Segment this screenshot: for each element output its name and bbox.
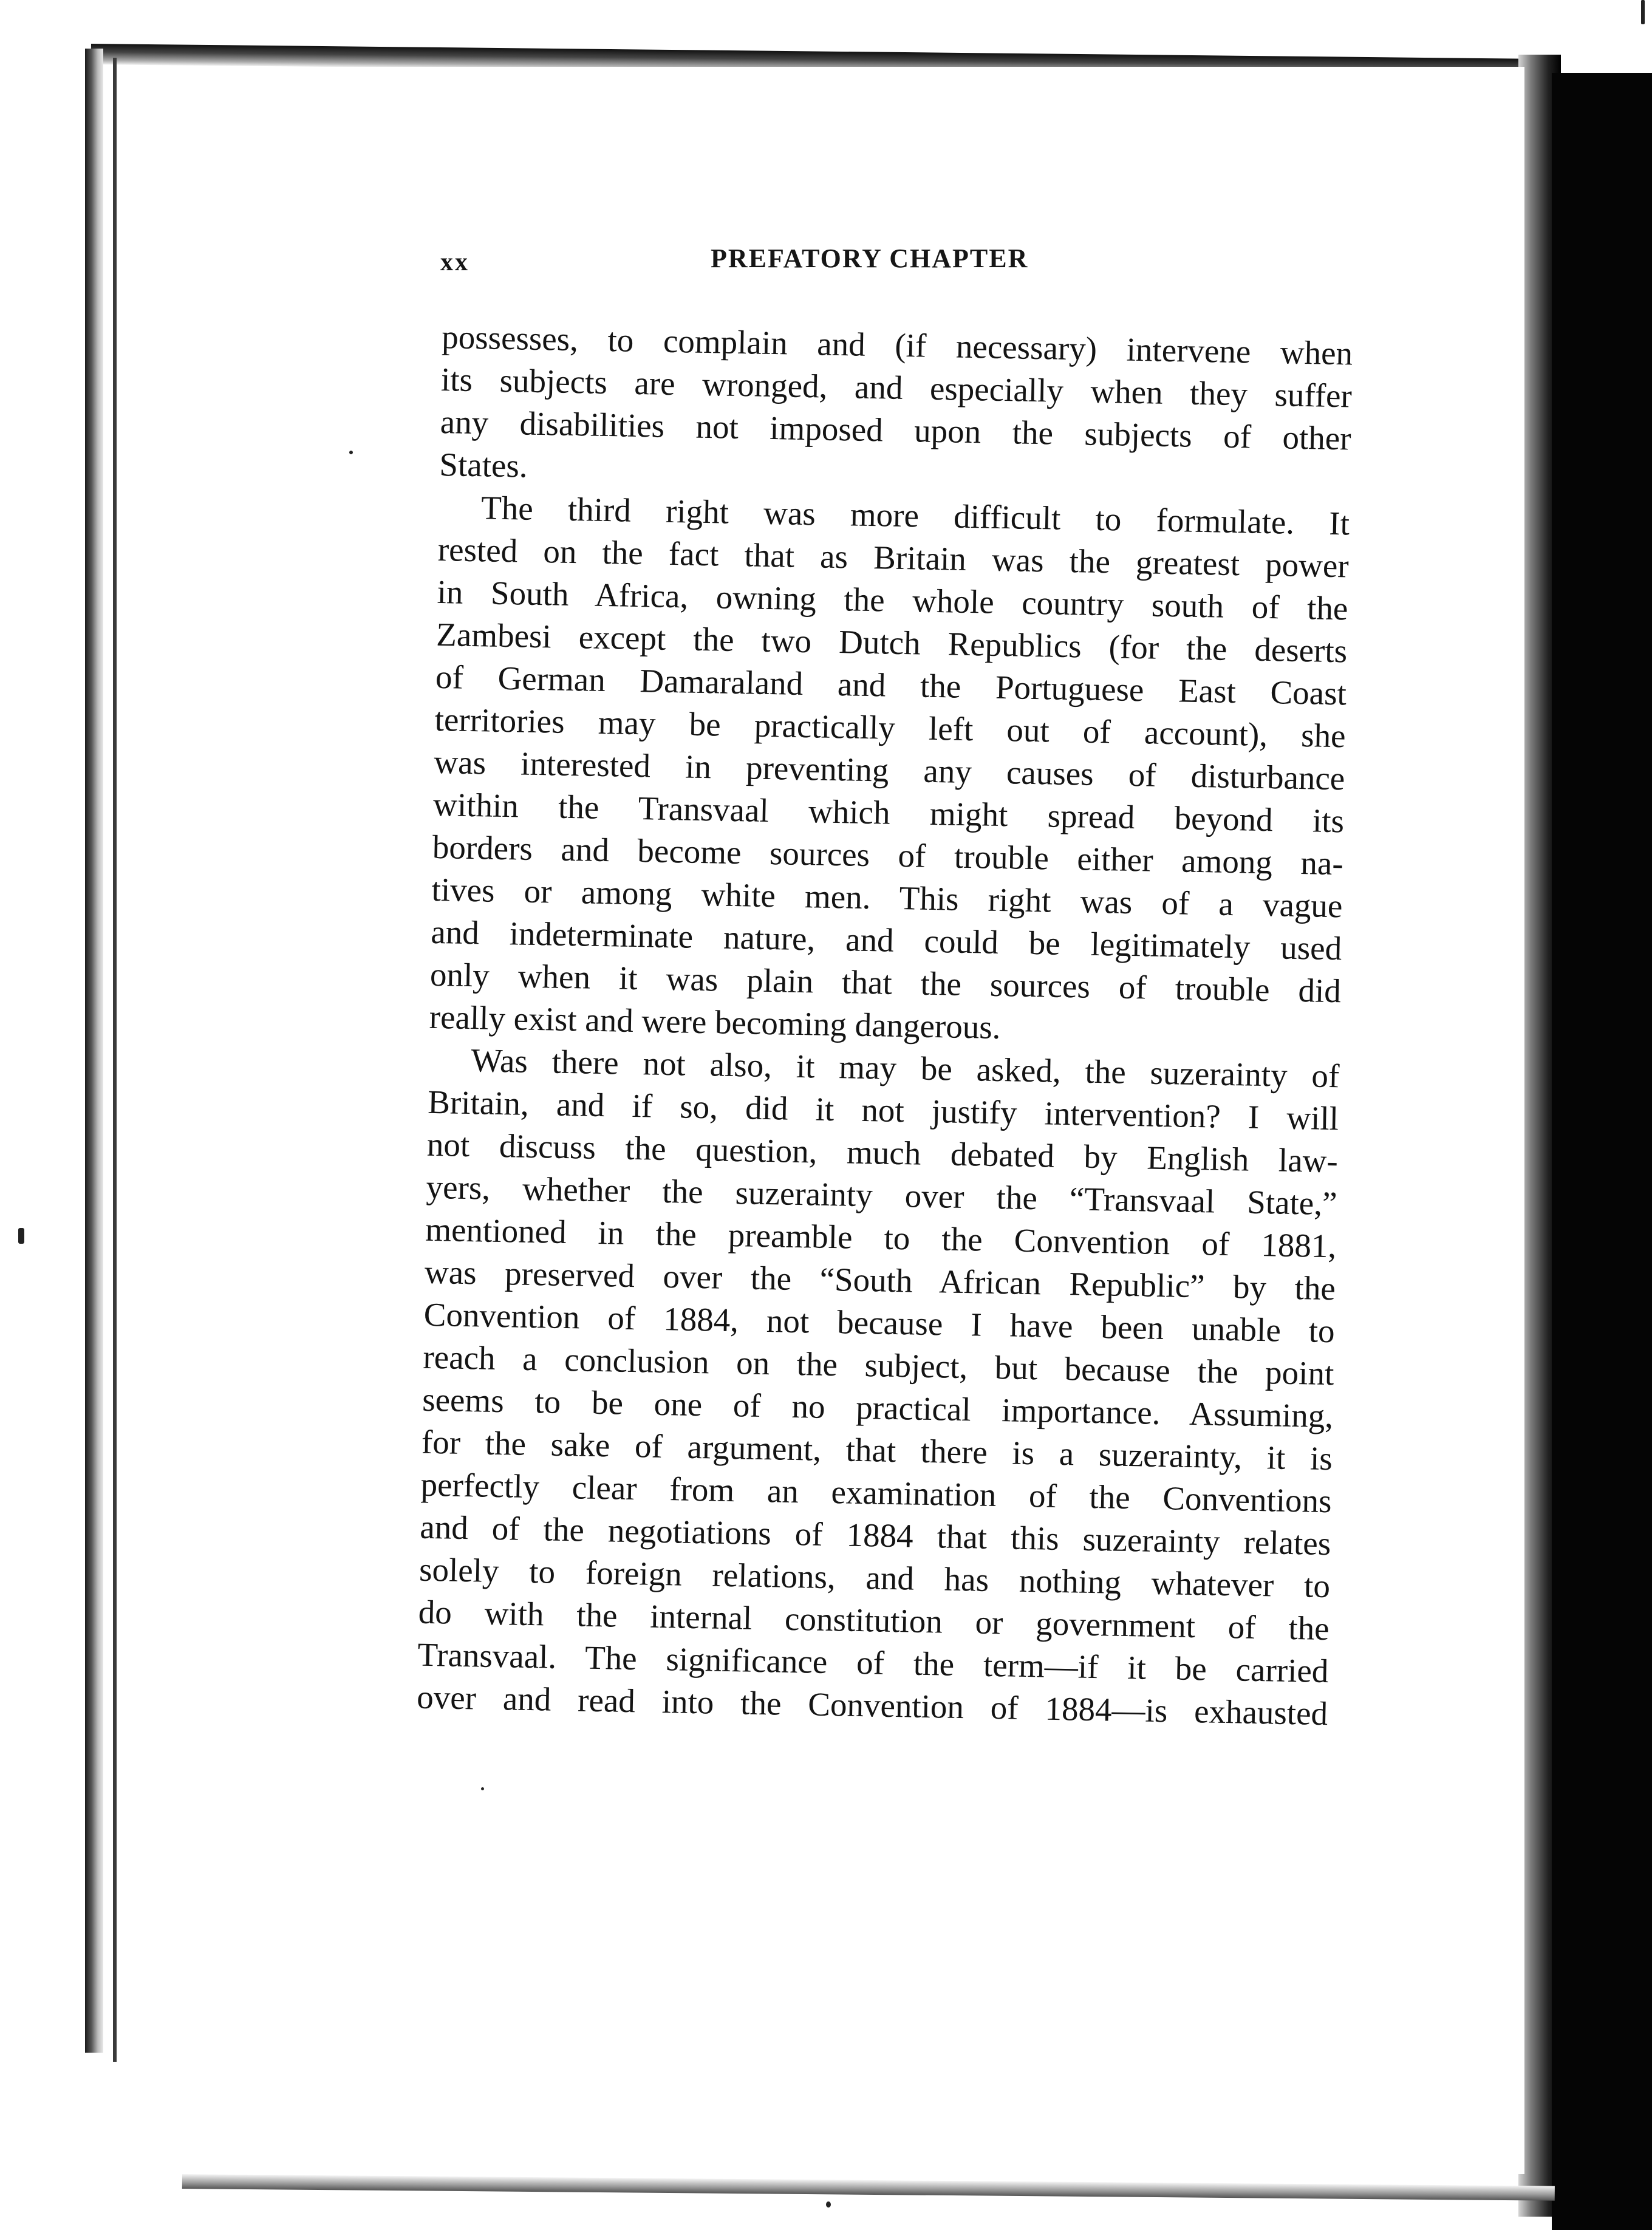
text-line: The third right was more difficult to formulate. It xyxy=(480,489,1350,542)
scan-speck xyxy=(18,1228,24,1244)
page-left-edge-line xyxy=(113,58,117,2062)
scan-speck xyxy=(826,2201,831,2208)
text-line: Was there not also, it may be asked, the suzerainty of xyxy=(470,1042,1340,1095)
text-line: was preserved over the “South African Republic” by the xyxy=(424,1253,1336,1308)
text-line: Britain, and if so, did it not justify intervention? I will xyxy=(427,1083,1339,1137)
scan-speck xyxy=(481,1787,484,1790)
text-line: tives or among white men. This right was of a vague xyxy=(431,870,1343,925)
scan-speck xyxy=(349,451,353,454)
running-head: PREFATORY CHAPTER xyxy=(711,244,1029,273)
text-line: its subjects are wronged, and especially when they suffer xyxy=(440,360,1353,415)
text-line: borders and become sources of trouble either among na- xyxy=(432,828,1344,882)
page-bottom-edge xyxy=(182,2174,1555,2201)
text-line: States. xyxy=(439,445,528,485)
page-number: xx xyxy=(440,248,469,276)
text-line: territories may be practically left out of account), she xyxy=(434,700,1347,755)
text-line: Convention of 1884, not because I have been unable to xyxy=(423,1295,1336,1350)
scan-speck xyxy=(1641,0,1645,24)
text-line: Transvaal. The significance of the term—if it be carried xyxy=(417,1635,1329,1690)
text-line: within the Transvaal which might spread beyond its xyxy=(432,785,1345,840)
text-line: over and read into the Convention of 1884—is exhausted xyxy=(416,1678,1328,1733)
text-line: any disabilities not imposed upon the subjects of other xyxy=(440,403,1352,457)
text-line: do with the internal constitution or government of the xyxy=(418,1593,1330,1648)
text-line: solely to foreign relations, and has nothing whatever to xyxy=(418,1550,1331,1605)
text-line: was interested in preventing any causes of disturbance xyxy=(433,743,1345,797)
body-text xyxy=(417,316,1353,1735)
page-left-edge xyxy=(85,49,103,2053)
text-line: perfectly clear from an examination of the Conventions xyxy=(420,1465,1333,1520)
facing-page-dark-area xyxy=(1552,73,1652,2230)
text-line: really exist and were becoming dangerous. xyxy=(429,998,1002,1046)
text-line: Zambesi except the two Dutch Republics (for the deserts xyxy=(435,615,1348,670)
text-line: for the sake of argument, that there is a suzerainty, it is xyxy=(421,1423,1333,1478)
text-line: only when it was plain that the sources of trouble did xyxy=(429,955,1342,1010)
text-line: in South Africa, owning the whole country south of the xyxy=(437,573,1348,627)
text-line: seems to be one of no practical importance. Assuming, xyxy=(422,1380,1334,1435)
text-line: yers, whether the suzerainty over the “Transvaal State,” xyxy=(426,1168,1338,1222)
text-line: mentioned in the preamble to the Convention of 1881, xyxy=(425,1210,1337,1265)
text-line: reach a conclusion on the subject, but because the point xyxy=(423,1338,1334,1393)
text-line: and of the negotiations of 1884 that this suzerainty relates xyxy=(419,1508,1331,1563)
text-line: and indeterminate nature, and could be legitimately used xyxy=(430,913,1342,967)
text-line: rested on the fact that as Britain was the greatest power xyxy=(437,530,1350,585)
text-line: possesses, to complain and (if necessary) intervene when xyxy=(441,318,1353,372)
text-line: of German Damaraland and the Portuguese East Coast xyxy=(435,658,1347,712)
text-line: not discuss the question, much debated by English law- xyxy=(426,1125,1339,1180)
